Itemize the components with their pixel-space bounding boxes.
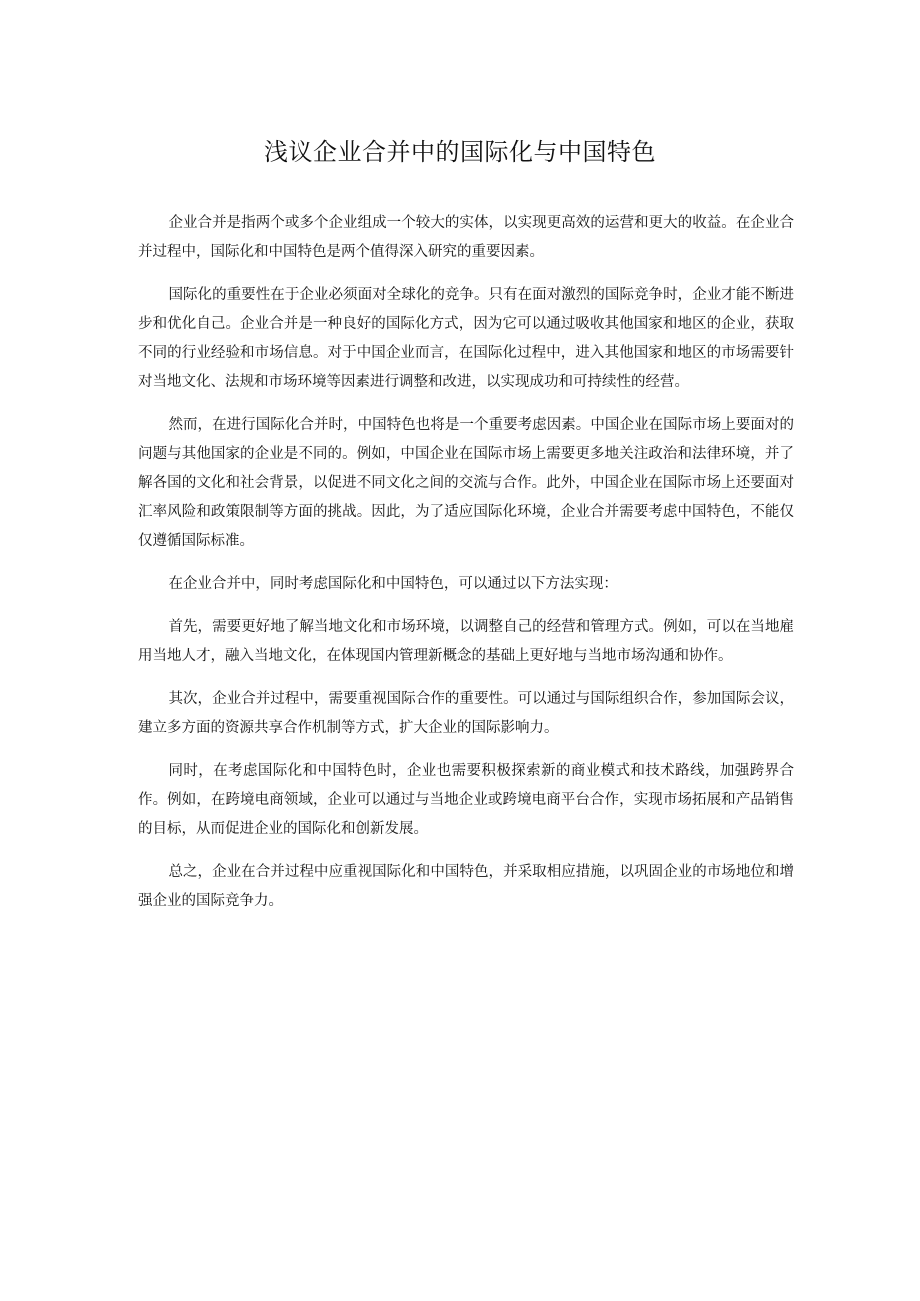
paragraph-second-method: 其次，企业合并过程中，需要重视国际合作的重要性。可以通过与国际组织合作，参加国际会议，建立多方面的资源共享合作机制等方式，扩大企业的国际影响力。: [138, 691, 794, 736]
paragraph-internationalization: 国际化的重要性在于企业必须面对全球化的竞争。只有在面对激烈的国际竞争时，企业才能不断进步和优化自己。企业合并是一种良好的国际化方式，因为它可以通过吸收其他国家和地区的企业，获取不同的行业经验和市场信息。对于中国企业而言，在国际化过程中，进入其他国家和地区的市场需要针对当地文化、法规和市场环境等因素进行调整和改进，以实现成功和可持续性的经营。: [138, 287, 794, 390]
paragraph-first-method: 首先，需要更好地了解当地文化和市场环境，以调整自己的经营和管理方式。例如，可以在当地雇用当地人才，融入当地文化，在体现国内管理新概念的基础上更好地与当地市场沟通和协作。: [138, 619, 794, 664]
paragraph-third-method: 同时，在考虑国际化和中国特色时，企业也需要积极探索新的商业模式和技术路线，加强跨界合作。例如，在跨境电商领域，企业可以通过与当地企业或跨境电商平台合作，实现市场拓展和产品销售的目标，从而促进企业的国际化和创新发展。: [138, 763, 794, 837]
paragraph-chinese-characteristics: 然而，在进行国际化合并时，中国特色也将是一个重要考虑因素。中国企业在国际市场上要面对的问题与其他国家的企业是不同的。例如，中国企业在国际市场上需要更多地关注政治和法律环境，并了解各国的文化和社会背景，以促进不同文化之间的交流与合作。此外，中国企业在国际市场上还要面对汇率风险和政策限制等方面的挑战。因此，为了适应国际化环境，企业合并需要考虑中国特色，不能仅仅遵循国际标准。: [138, 417, 794, 549]
paragraph-intro: 企业合并是指两个或多个企业组成一个较大的实体，以实现更高效的运营和更大的收益。在企业合并过程中，国际化和中国特色是两个值得深入研究的重要因素。: [138, 215, 794, 260]
paragraph-conclusion: 总之，企业在合并过程中应重视国际化和中国特色，并采取相应措施，以巩固企业的市场地位和增强企业的国际竞争力。: [138, 864, 794, 909]
document-body: [138, 209, 794, 930]
document-title: 浅议企业合并中的国际化与中国特色: [264, 138, 656, 166]
paragraph-methods-intro: 在企业合并中，同时考虑国际化和中国特色，可以通过以下方法实现：: [168, 576, 618, 592]
